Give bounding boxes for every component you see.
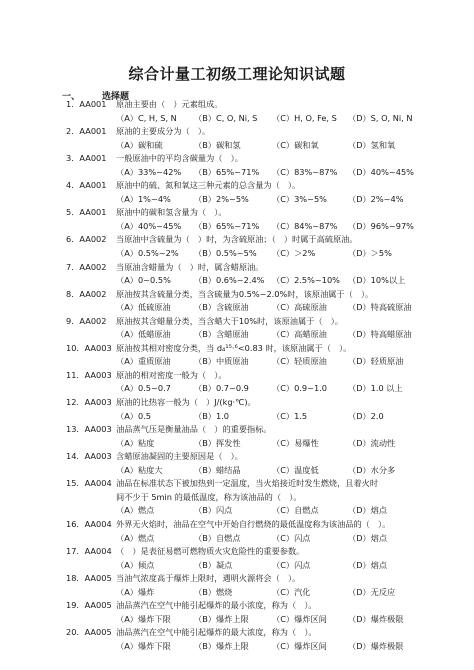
answer-options <box>66 166 446 180</box>
question-item <box>66 518 446 545</box>
answer-option: （D）1.0 以上 <box>348 383 403 394</box>
question-list <box>66 98 446 653</box>
answer-option: （B）0.6%~2.4% <box>194 275 265 286</box>
answer-option: （C）碳和氧 <box>272 139 319 150</box>
question-item <box>66 206 446 233</box>
answer-option: （C）闪点 <box>272 559 311 570</box>
answer-option: （A）爆炸下限 <box>116 640 171 651</box>
answer-option: （C）＞2% <box>272 248 316 259</box>
answer-options <box>66 613 446 627</box>
answer-option: （D）特高硫原油 <box>348 302 412 313</box>
answer-options <box>66 437 446 451</box>
question-item <box>66 152 446 179</box>
answer-option: （B）燃烧 <box>194 586 233 597</box>
question-number: 6．AA002 <box>66 234 107 245</box>
question-number: 5．AA001 <box>66 207 107 218</box>
answer-option: （B）C, O, Ni, S <box>194 112 258 123</box>
question-number: 13．AA003 <box>66 424 112 435</box>
answer-option: （D）熔点 <box>348 559 388 570</box>
question-stem: 当原油含蜡量为（ ）时，属含蜡原油。 <box>116 261 264 272</box>
question-stem-continuation: 间不少于 5min 的最低温度，称为该油品的（ ）。 <box>116 491 302 502</box>
question-stem: 原油的主要成分为（ ）。 <box>116 126 211 137</box>
section-label: 选择题 <box>102 92 130 102</box>
answer-option: （C）1.5 <box>272 410 308 421</box>
question-item <box>66 125 446 152</box>
question-number: 18．AA005 <box>66 573 112 584</box>
question-item <box>66 342 446 369</box>
answer-option: （D）2%~4% <box>348 193 404 204</box>
question-number: 7．AA002 <box>66 261 107 272</box>
answer-option: （A）燃点 <box>116 532 155 543</box>
question-stem: （ ）是表征易燃可燃物质火灾危险性的重要参数。 <box>116 546 305 557</box>
question-item <box>66 572 446 599</box>
answer-options <box>66 139 446 153</box>
answer-option: （C）汽化 <box>272 586 311 597</box>
answer-option: （C）83%~87% <box>272 166 338 177</box>
question-item <box>66 179 446 206</box>
answer-option: （A）燃点 <box>116 505 155 516</box>
question-number: 19．AA005 <box>66 600 112 611</box>
question-stem-line <box>66 288 446 302</box>
question-number: 9．AA002 <box>66 315 107 326</box>
question-number: 4．AA001 <box>66 180 107 191</box>
answer-option: （B）0.5%~5% <box>194 248 257 259</box>
question-stem-line <box>66 626 446 640</box>
question-item <box>66 626 446 653</box>
question-item <box>66 450 446 477</box>
question-stem: 一般原油中的平均含碳量为（ ）。 <box>116 153 243 164</box>
answer-option: （B）1.0 <box>194 410 230 421</box>
question-item <box>66 477 446 518</box>
question-item <box>66 261 446 288</box>
answer-option: （A）低蜡原油 <box>116 329 171 340</box>
answer-option: （A）40%~45% <box>116 220 182 231</box>
question-stem: 原油按其含蜡量分类，当含蜡大于10%时，该原油属于（ ）。 <box>116 315 343 326</box>
question-stem-line <box>66 342 446 356</box>
answer-option: （C）2.5%~10% <box>272 275 340 286</box>
question-number: 3．AA001 <box>66 153 107 164</box>
answer-options <box>66 247 446 261</box>
answer-option: （D）2.0 <box>348 410 384 421</box>
answer-option: （B）凝点 <box>194 559 233 570</box>
question-item <box>66 545 446 572</box>
answer-option: （D）氢和氧 <box>348 139 396 150</box>
answer-option: （D）水分多 <box>348 464 396 475</box>
answer-option: （D）熔点 <box>348 532 388 543</box>
question-stem: 原油按其相对密度分类，当 d₄¹⁵·⁶<0.83 时，该原油属于（ ）。 <box>116 342 352 353</box>
answer-options <box>66 410 446 424</box>
answer-option: （C）H, O, Fe, S <box>272 112 337 123</box>
question-number: 20．AA005 <box>66 627 112 638</box>
answer-option: （D）无反应 <box>348 586 396 597</box>
question-stem-line <box>66 206 446 220</box>
answer-option: （B）蜡结晶 <box>194 464 241 475</box>
answer-option: （A）0.5%~2% <box>116 248 179 259</box>
question-number: 16．AA004 <box>66 518 112 529</box>
question-stem: 油品蒸汽在空气中能引起爆炸的最大浓度，称为（ ）。 <box>116 627 317 638</box>
answer-option: （C）爆炸区间 <box>272 640 327 651</box>
question-item <box>66 98 446 125</box>
question-item <box>66 315 446 342</box>
answer-option: （C）0.9~1.0 <box>272 383 327 394</box>
answer-option: （B）中质原油 <box>194 356 249 367</box>
answer-option: （D）特高蜡原油 <box>348 329 412 340</box>
question-number: 17．AA004 <box>66 546 112 557</box>
question-stem: 当油气浓度高于爆炸上限时，遇明火源将会（ ）。 <box>116 573 301 584</box>
answer-option: （C）温度低 <box>272 464 319 475</box>
question-stem: 含蜡原油凝固的主要原因是（ ）。 <box>116 451 243 462</box>
answer-option: （C）自燃点 <box>272 505 319 516</box>
answer-option: （D）轻质原油 <box>348 356 404 367</box>
answer-options <box>66 586 446 600</box>
answer-option: （C）高硫原油 <box>272 302 327 313</box>
answer-option: （D）40%~45% <box>348 166 414 177</box>
answer-option: （D）熔点 <box>348 505 388 516</box>
answer-option: （C）轻质原油 <box>272 356 327 367</box>
question-stem-line <box>66 261 446 275</box>
answer-option: （D）＞5% <box>348 248 392 259</box>
question-stem-line <box>66 599 446 613</box>
answer-option: （B）含蜡原油 <box>194 329 249 340</box>
question-number: 8．AA002 <box>66 288 107 299</box>
answer-options <box>66 355 446 369</box>
answer-option: （D）96%~97% <box>348 220 414 231</box>
answer-option: （B）爆炸上限 <box>194 640 249 651</box>
question-stem-line <box>66 545 446 559</box>
question-item <box>66 288 446 315</box>
question-stem: 原油的相对密度一般为（ ）。 <box>116 369 227 380</box>
answer-option: （A）爆炸下限 <box>116 613 171 624</box>
answer-option: （C）易爆性 <box>272 437 319 448</box>
question-number: 2．AA001 <box>66 126 107 137</box>
question-stem: 原油的比热容一般为（ ）J/(kg·℃)。 <box>116 397 256 408</box>
answer-option: （A）C, H, S, N <box>116 112 177 123</box>
answer-options <box>66 382 446 396</box>
question-stem-line <box>66 450 446 464</box>
answer-option: （C）闪点 <box>272 532 311 543</box>
question-stem-line <box>66 98 446 112</box>
answer-option: （B）2%~5% <box>194 193 249 204</box>
question-item <box>66 423 446 450</box>
answer-option: （D）爆炸极限 <box>348 640 404 651</box>
answer-options <box>66 640 446 654</box>
answer-option: （A）1%~4% <box>116 193 171 204</box>
question-stem-line <box>66 572 446 586</box>
question-stem-line <box>66 233 446 247</box>
answer-option: （C）爆炸区间 <box>272 613 327 624</box>
answer-option: （C）高蜡原油 <box>272 329 327 340</box>
question-stem: 原油主要由（ ）元素组成。 <box>116 99 223 109</box>
question-stem: 原油中的碳和氢含量为（ ）。 <box>116 207 227 218</box>
question-item <box>66 396 446 423</box>
answer-option: （D）10%以上 <box>348 275 406 286</box>
answer-option: （B）爆炸上限 <box>194 613 249 624</box>
answer-option: （B）含硫原油 <box>194 302 249 313</box>
answer-option: （A）倾点 <box>116 559 155 570</box>
answer-options <box>66 532 446 546</box>
question-stem: 油品蒸气压是衡量油品（ ）的重要指标。 <box>116 424 272 435</box>
answer-options <box>66 504 446 518</box>
question-stem-line <box>66 315 446 329</box>
answer-options <box>66 464 446 478</box>
answer-option: （B）65%~71% <box>194 166 260 177</box>
answer-option: （A）0.5~0.7 <box>116 383 171 394</box>
answer-option: （B）0.7~0.9 <box>194 383 249 394</box>
answer-option: （A）0~0.5% <box>116 275 171 286</box>
question-stem-line <box>66 477 446 491</box>
answer-option: （A）0.5 <box>116 410 151 421</box>
answer-option: （B）闪点 <box>194 505 233 516</box>
question-stem: 当原油中含硫量为（ ）时，为含硫原油；（ ）时属于高硫原油。 <box>116 234 358 245</box>
question-number: 14．AA003 <box>66 451 112 462</box>
question-number: 11．AA003 <box>66 369 112 380</box>
answer-options <box>66 220 446 234</box>
answer-option: （A）粘度 <box>116 437 155 448</box>
question-item <box>66 233 446 260</box>
question-number: 12．AA003 <box>66 397 112 408</box>
question-stem-line <box>66 518 446 532</box>
question-stem: 油品在标准状态下被加热到一定温度，当火焰接近时发生燃烧，且着火时 <box>116 478 379 489</box>
answer-option: （A）碳和硫 <box>116 139 163 150</box>
section-number: 一、 <box>62 92 81 102</box>
answer-option: （B）挥发性 <box>194 437 241 448</box>
question-stem-line <box>66 396 446 410</box>
question-number: 1．AA001 <box>66 99 107 109</box>
question-stem-line <box>66 423 446 437</box>
answer-option: （A）重质原油 <box>116 356 171 367</box>
answer-options <box>66 328 446 342</box>
question-item <box>66 369 446 396</box>
question-stem: 原油中的硫、氮和氧这三种元素的总含量为（ ）。 <box>116 180 301 191</box>
question-stem-line <box>66 152 446 166</box>
question-stem: 外界无火焰时，油品在空气中开始自行燃烧的最低温度称为该油品的（ ）。 <box>116 518 391 529</box>
answer-options <box>66 274 446 288</box>
question-stem: 原油按其含硫量分类，当含硫量为0.5%~2.0%时，该原油属于（ ）。 <box>116 288 374 299</box>
answer-option: （A）低硫原油 <box>116 302 171 313</box>
answer-option: （D）流动性 <box>348 437 396 448</box>
answer-options <box>66 301 446 315</box>
question-item <box>66 599 446 626</box>
answer-options <box>66 559 446 573</box>
answer-option: （C）3%~5% <box>272 193 327 204</box>
answer-option: （B）65%~71% <box>194 220 260 231</box>
answer-option: （A）粘度大 <box>116 464 163 475</box>
answer-option: （B）自燃点 <box>194 532 241 543</box>
answer-option: （C）84%~87% <box>272 220 338 231</box>
question-stem-line <box>66 125 446 139</box>
question-stem: 油品蒸汽在空气中能引起爆炸的最小浓度，称为（ ）。 <box>116 600 317 611</box>
answer-options <box>66 193 446 207</box>
page-title: 综合计量工初级工理论知识试题 <box>128 65 346 83</box>
answer-option: （B）碳和氢 <box>194 139 241 150</box>
answer-option: （D）S, O, Ni, N <box>348 112 413 123</box>
question-number: 15．AA004 <box>66 478 112 489</box>
answer-option: （A）爆炸 <box>116 586 155 597</box>
answer-option: （D）爆炸极限 <box>348 613 404 624</box>
answer-options <box>66 112 446 126</box>
question-number: 10．AA003 <box>66 342 112 353</box>
question-stem-line <box>66 369 446 383</box>
answer-option: （A）33%~42% <box>116 166 182 177</box>
question-stem-line <box>66 179 446 193</box>
